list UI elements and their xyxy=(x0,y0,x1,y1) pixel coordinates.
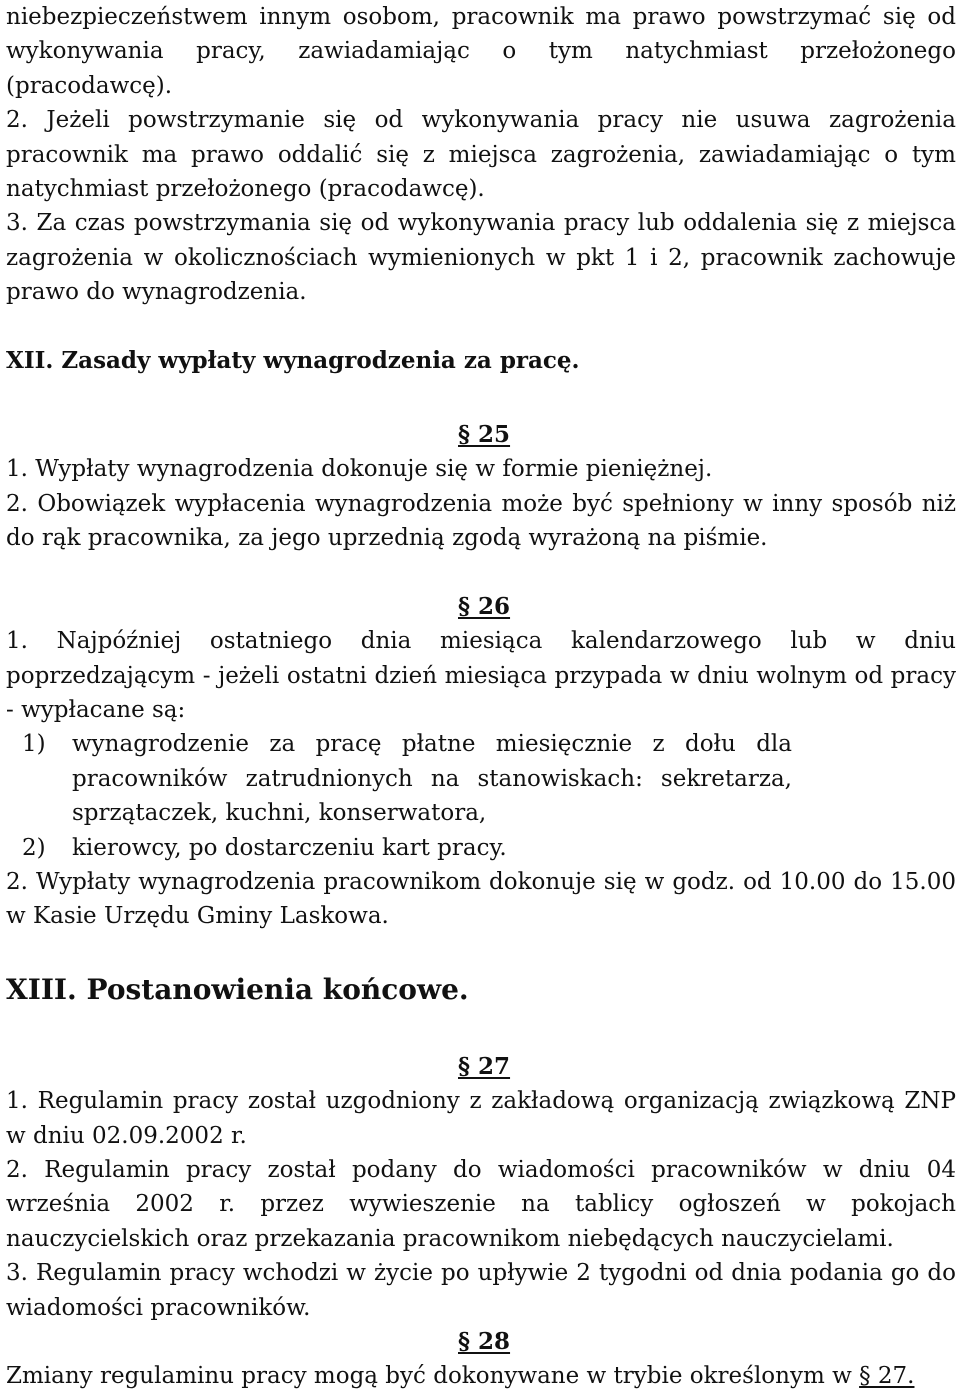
chapter-xiii-heading: XIII. Postanowienia końcowe. xyxy=(6,972,469,1006)
section-27-reference: § 27. xyxy=(859,1363,915,1390)
paragraph-26-2: 2. Wypłaty wynagrodzenia pracownikom dokonuje się w godz. od 10.00 do 15.00 w Kasie Urzędu Gminy Laskowa. xyxy=(6,868,956,930)
paragraph-27-1: 1. Regulamin pracy został uzgodniony z zakładową organizacją związkową ZNP w dniu 02.09.2002 r. xyxy=(6,1088,956,1149)
section-26-label: § 26 xyxy=(458,592,511,620)
section-27-label: § 27 xyxy=(458,1052,511,1080)
paragraph-26-1: 1. Najpóźniej ostatniego dnia miesiąca kalendarzowego lub w dniu poprzedzającym - jeżeli ostatni dzień miesiąca przypada w dniu wolnym od pracy - wypłacane są: xyxy=(6,628,956,723)
paragraph-point-2: 2. Jeżeli powstrzymanie się od wykonywania pracy nie usuwa zagrożenia pracownik ma prawo oddalić się z miejsca zagrożenia, zawiadamiając o tym natychmiast przełożonego (pracodawcę). xyxy=(6,107,956,203)
paragraph-25-1: 1. Wypłaty wynagrodzenia dokonuje się w formie pieniężnej. xyxy=(6,456,713,483)
list-item xyxy=(6,831,956,865)
paragraph-intro: niebezpieczeństwem innym osobom, pracownik ma prawo powstrzymać się od wykonywania pracy, zawiadamiając o tym natychmiast przełożonego (pracodawcę). xyxy=(6,4,956,99)
section-25-heading xyxy=(6,418,956,452)
section-28-label: § 28 xyxy=(458,1328,511,1355)
paragraph-25-2: 2. Obowiązek wypłacenia wynagrodzenia może być spełniony w inny sposób niż do rąk pracownika, za jego uprzednią zgodą wyrażoną na piśmie. xyxy=(6,490,956,552)
paragraph-28-text: Zmiany regulaminu pracy mogą być dokonywane w trybie określonym w xyxy=(6,1363,860,1390)
document-page xyxy=(6,0,956,1394)
list-item xyxy=(6,727,956,830)
list-item-text: kierowcy, po dostarczeniu kart pracy. xyxy=(72,834,507,861)
paragraph-point-3: 3. Za czas powstrzymania się od wykonywania pracy lub oddalenia się z miejsca zagrożenia w okolicznościach wymienionych w pkt 1 i 2, pracownik zachowuje prawo do wynagrodzenia. xyxy=(6,210,956,306)
paragraph-28 xyxy=(6,1359,956,1393)
list-item-text: wynagrodzenie za pracę płatne miesięcznie z dołu dla pracowników zatrudnionych na stanowiskach: sekretarza, sprzątaczek, kuchni, konserwatora, xyxy=(72,731,792,827)
paragraph-27-2: 2. Regulamin pracy został podany do wiadomości pracowników w dniu 04 września 2002 r. przez wywieszenie na tablicy ogłoszeń w pokojach nauczycielskich oraz przekazania pracownikom niebędących nauczycielami. xyxy=(6,1156,956,1252)
section-27-heading xyxy=(6,1050,956,1084)
list-item-number: 1) xyxy=(22,731,46,758)
section-28-heading xyxy=(6,1325,956,1359)
section-26-heading xyxy=(6,590,956,624)
paragraph-27-3: 3. Regulamin pracy wchodzi w życie po upływie 2 tygodni od dnia podania go do wiadomości pracowników. xyxy=(6,1260,956,1321)
chapter-xii-heading: XII. Zasady wypłaty wynagrodzenia za pracę. xyxy=(6,346,580,374)
list-item-number: 2) xyxy=(22,834,46,861)
section-25-label: § 25 xyxy=(458,421,511,449)
